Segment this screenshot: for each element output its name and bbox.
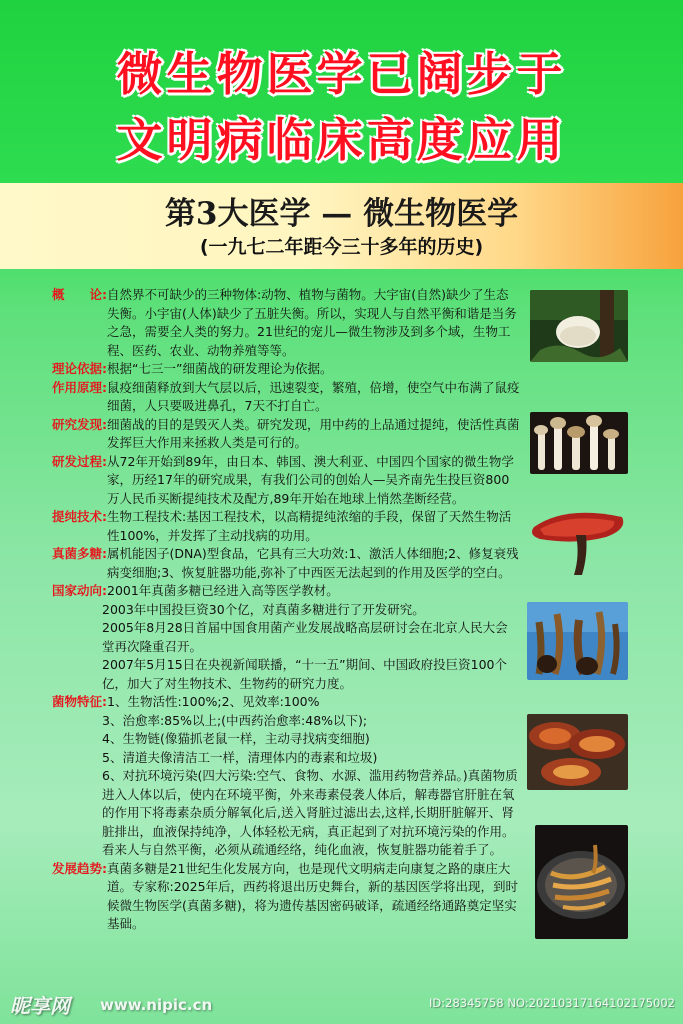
section-text: 细菌战的目的是毁灭人类。研究发现，用中药的上品通过提纯，使活性真菌发挥巨大作用来拯救人类是可行的。 xyxy=(107,416,520,450)
cordyceps-photo xyxy=(527,602,628,680)
section-text: 从72年开始到89年，由日本、韩国、澳大利亚、中国四个国家的微生物学家，历经17年的研究成果，有我们公司的创始人—吴齐南先生投巨资800万人民币买断提纯技术及配方,89年开始在地球上悄然垄断经营。 xyxy=(107,453,514,506)
national-line: 2005年8月28日首届中国食用菌产业发展战略高层研讨会在北京人民大会堂再次隆重召开。 xyxy=(102,620,508,654)
section-technology xyxy=(52,508,520,545)
article-body xyxy=(52,286,520,934)
section-text: 自然界不可缺少的三种物体:动物、植物与菌物。大宇宙(自然)缺少了生态失衡。小宇宙(人体)缺少了五脏失衡。所以，实现人与自然平衡和谐是当务之急，需要全人类的努力。21世纪的宠儿—微生物涉及到多个域，生物工程、医药、农业、动物养殖等等。 xyxy=(107,287,517,358)
feature-line: 6、对抗环境污染(四大污染:空气、食物、水源、滥用药物营养品。)真菌物质进入人体以后，使内在环境平衡，外来毒素侵袭人体后，解毒器官肝脏在氧的作用下将毒素杂质分解氧化后,送入肾脏过滤出去,这样,长期肝脏解开、肾脏排出，血液保持纯净，人体轻松无病，真正起到了对抗环境污染的作用。看来人与自然平衡，必须从疏通经络，纯化血液，恢复脏器功能着手了。 xyxy=(102,768,518,857)
section-national xyxy=(52,582,520,601)
section-text: 根据“七三一”细菌战的研发理论为依据。 xyxy=(107,361,333,376)
section-text: 2001年真菌多糖已经进入高等医学教材。 xyxy=(107,583,339,598)
section-principle xyxy=(52,379,520,416)
feature-line: 5、清道夫像清洁工一样，清理体内的毒素和垃圾) xyxy=(102,749,378,765)
section-text: 真菌多糖是21世纪生化发展方向，也是现代文明病走向康复之路的康庄大道。专家称:2025年后，西药将退出历史舞台，新的基因医学将出现，到时候微生物医学(真菌多糖)，将为遗传基因密码破译，疏通经络通路奠定坚实基础。 xyxy=(107,860,519,931)
watermark-logo: 昵享网 xyxy=(10,994,70,1018)
section-label: 国家动向: xyxy=(52,583,107,598)
section-polysaccharide xyxy=(52,545,520,582)
section-features xyxy=(52,693,520,712)
section-text: 1、生物活性:100%;2、见效率:100% xyxy=(107,694,320,709)
white-mushrooms-photo xyxy=(530,412,628,474)
feature-line: 3、治愈率:85%以上;(中西药治愈率:48%以下); xyxy=(102,712,368,728)
national-line: 2007年5月15日在央视新闻联播，“十一五”期间、中国政府投巨资100个亿，加大了对生物技术、生物药的研究力度。 xyxy=(102,657,507,691)
poster-title-line1: 微生物医学已阔步于 xyxy=(116,47,567,101)
section-label: 菌物特征: xyxy=(52,694,107,709)
reishi-mushroom-photo xyxy=(526,505,630,577)
section-discovery xyxy=(52,416,520,453)
section-label: 研发过程: xyxy=(52,453,107,469)
section-label: 发展趋势: xyxy=(52,860,107,876)
section-label: 理论依据: xyxy=(52,361,107,376)
national-line: 2003年中国投巨资30个亿，对真菌多糖进行了开发研究。 xyxy=(102,601,425,617)
section-overview xyxy=(52,286,520,360)
watermark-url: www.nipic.cn xyxy=(100,996,213,1014)
section-label: 研究发现: xyxy=(52,416,107,432)
section-trend xyxy=(52,860,520,934)
section-text: 生物工程技术:基因工程技术，以高精提纯浓缩的手段，保留了天然生物活性100%，并发挥了主动找病的功用。 xyxy=(107,509,512,543)
section-label: 提纯技术: xyxy=(52,509,107,524)
section-text: 属机能因子(DNA)型食品，它具有三大功效:1、激活人体细胞;2、修复衰残病变细胞;3、恢复脏器功能,弥补了中西医无法起到的作用及医学的空白。 xyxy=(107,546,519,580)
section-label: 作用原理: xyxy=(52,379,107,395)
section-label: 真菌多糖: xyxy=(52,546,107,561)
ganoderma-cluster-photo xyxy=(527,714,628,790)
section-theory xyxy=(52,360,520,379)
section-process xyxy=(52,453,520,509)
feature-line: 4、生物链(像猫抓老鼠一样，主动寻找病变细胞) xyxy=(102,731,370,746)
banner-title: 第3大医学 — 微生物医学 xyxy=(164,196,519,232)
section-text: 鼠疫细菌释放到大气层以后，迅速裂变，繁殖，倍增，使空气中布满了鼠疫细菌，人只要吸进鼻孔，7天不打自亡。 xyxy=(107,379,520,413)
cordyceps-bowl-photo xyxy=(535,825,628,939)
section-label: 概 论: xyxy=(52,287,107,302)
banner-subtitle: (一九七二年距今三十多年的历史) xyxy=(199,236,484,258)
poster-title-line2: 文明病临床高度应用 xyxy=(116,113,567,167)
watermark-id: ID:28345758 NO:20210317164102175002 xyxy=(429,996,675,1010)
lions-mane-mushroom-photo xyxy=(530,290,628,362)
